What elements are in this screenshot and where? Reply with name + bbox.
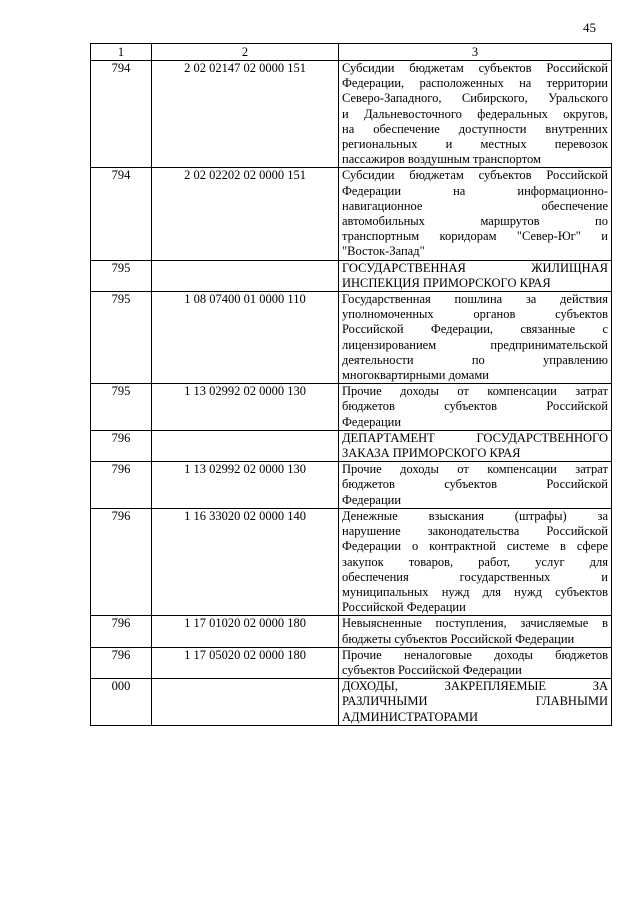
- table-row: [91, 61, 612, 168]
- description-cell: [339, 61, 612, 168]
- description-line: обеспечения государственных и: [342, 569, 608, 584]
- admin-code-cell: 794: [91, 168, 152, 260]
- header-col-3: 3: [339, 44, 612, 61]
- description-line: закупок товаров, работ, услуг для: [342, 554, 608, 569]
- table-row: [91, 679, 612, 726]
- description-cell: [339, 292, 612, 384]
- revenue-code-cell: 2 02 02202 02 0000 151: [152, 168, 339, 260]
- description-line: Прочие неналоговые доходы бюджетов: [342, 647, 608, 662]
- description-line: Невыясненные поступления, зачисляемые в: [342, 616, 608, 631]
- table-row: [91, 647, 612, 678]
- description-line: ГОСУДАРСТВЕННАЯ ЖИЛИЩНАЯ: [342, 260, 608, 275]
- admin-code-cell: 796: [91, 647, 152, 678]
- admin-code-cell: 794: [91, 61, 152, 168]
- table-row: [91, 384, 612, 431]
- table-row: [91, 430, 612, 461]
- description-line: пассажиров воздушным транспортом: [342, 152, 541, 167]
- description-line: навигационное обеспечение: [342, 198, 608, 213]
- revenue-code-cell: 1 17 01020 02 0000 180: [152, 616, 339, 647]
- description-line: Федерации, расположенных на территории: [342, 76, 608, 91]
- description-line: Федерации о контрактной системе в сфере: [342, 539, 608, 554]
- revenue-code-cell: 2 02 02147 02 0000 151: [152, 61, 339, 168]
- description-line: Федерации: [342, 414, 402, 429]
- description-line: автомобильных маршрутов по: [342, 214, 608, 229]
- table-header-row: [91, 44, 612, 61]
- description-line: лицензированием предпринимательской: [342, 337, 608, 352]
- description-line: деятельности по управлению: [342, 352, 608, 367]
- description-line: ДОХОДЫ, ЗАКРЕПЛЯЕМЫЕ ЗА: [342, 679, 608, 694]
- revenue-code-cell: 1 17 05020 02 0000 180: [152, 647, 339, 678]
- description-line: Денежные взыскания (штрафы) за: [342, 508, 608, 523]
- description-line: транспортным коридорам "Север-Юг" и: [342, 229, 608, 244]
- description-cell: [339, 430, 612, 461]
- table-row: [91, 508, 612, 615]
- description-line: многоквартирными домами: [342, 368, 489, 383]
- admin-code-cell: 000: [91, 679, 152, 726]
- description-line: ЗАКАЗА ПРИМОРСКОГО КРАЯ: [342, 446, 521, 461]
- description-cell: [339, 616, 612, 647]
- description-line: бюджетов субъектов Российской: [342, 477, 608, 492]
- description-line: АДМИНИСТРАТОРАМИ: [342, 709, 479, 724]
- description-line: и Дальневосточного федеральных округов,: [342, 106, 608, 121]
- description-line: региональных и местных перевозок: [342, 137, 608, 152]
- description-cell: [339, 384, 612, 431]
- description-line: бюджетов субъектов Российской: [342, 399, 608, 414]
- description-line: бюджеты субъектов Российской Федерации: [342, 631, 575, 646]
- description-line: субъектов Российской Федерации: [342, 662, 522, 677]
- table-row: [91, 260, 612, 291]
- revenue-code-cell: 1 08 07400 01 0000 110: [152, 292, 339, 384]
- revenue-code-cell: 1 13 02992 02 0000 130: [152, 384, 339, 431]
- table-row: [91, 292, 612, 384]
- table-row: [91, 462, 612, 509]
- revenue-code-cell: [152, 679, 339, 726]
- description-cell: [339, 679, 612, 726]
- description-line: на обеспечение доступности внутренних: [342, 121, 608, 136]
- description-line: Субсидии бюджетам субъектов Российской: [342, 61, 608, 75]
- description-line: Федерации на информационно-: [342, 183, 608, 198]
- description-cell: [339, 647, 612, 678]
- table-row: [91, 168, 612, 260]
- header-col-2: 2: [152, 44, 339, 61]
- description-line: муниципальных нужд для нужд субъектов: [342, 584, 608, 599]
- page-number: 45: [583, 20, 596, 35]
- revenue-code-cell: 1 16 33020 02 0000 140: [152, 508, 339, 615]
- admin-code-cell: 796: [91, 508, 152, 615]
- table-row: [91, 616, 612, 647]
- revenue-classification-table: [90, 43, 612, 726]
- description-cell: [339, 508, 612, 615]
- description-line: РАЗЛИЧНЫМИ ГЛАВНЫМИ: [342, 694, 608, 709]
- description-line: Российской Федерации: [342, 600, 466, 615]
- description-cell: [339, 168, 612, 260]
- description-line: Государственная пошлина за действия: [342, 292, 608, 307]
- description-line: Прочие доходы от компенсации затрат: [342, 384, 608, 399]
- description-line: Российской Федерации, связанные с: [342, 322, 608, 337]
- admin-code-cell: 796: [91, 462, 152, 509]
- description-line: Прочие доходы от компенсации затрат: [342, 462, 608, 477]
- revenue-code-cell: 1 13 02992 02 0000 130: [152, 462, 339, 509]
- description-line: нарушение законодательства Российской: [342, 524, 608, 539]
- admin-code-cell: 796: [91, 616, 152, 647]
- admin-code-cell: 796: [91, 430, 152, 461]
- admin-code-cell: 795: [91, 260, 152, 291]
- description-line: уполномоченных органов субъектов: [342, 307, 608, 322]
- description-line: Северо-Западного, Сибирского, Уральского: [342, 91, 608, 106]
- admin-code-cell: 795: [91, 384, 152, 431]
- revenue-code-cell: [152, 430, 339, 461]
- revenue-code-cell: [152, 260, 339, 291]
- header-col-1: 1: [91, 44, 152, 61]
- description-line: ДЕПАРТАМЕНТ ГОСУДАРСТВЕННОГО: [342, 430, 608, 445]
- description-line: ИНСПЕКЦИЯ ПРИМОРСКОГО КРАЯ: [342, 275, 551, 290]
- description-line: Федерации: [342, 492, 402, 507]
- description-line: Субсидии бюджетам субъектов Российской: [342, 168, 608, 183]
- description-cell: [339, 260, 612, 291]
- description-line: "Восток-Запад": [342, 244, 425, 259]
- admin-code-cell: 795: [91, 292, 152, 384]
- description-cell: [339, 462, 612, 509]
